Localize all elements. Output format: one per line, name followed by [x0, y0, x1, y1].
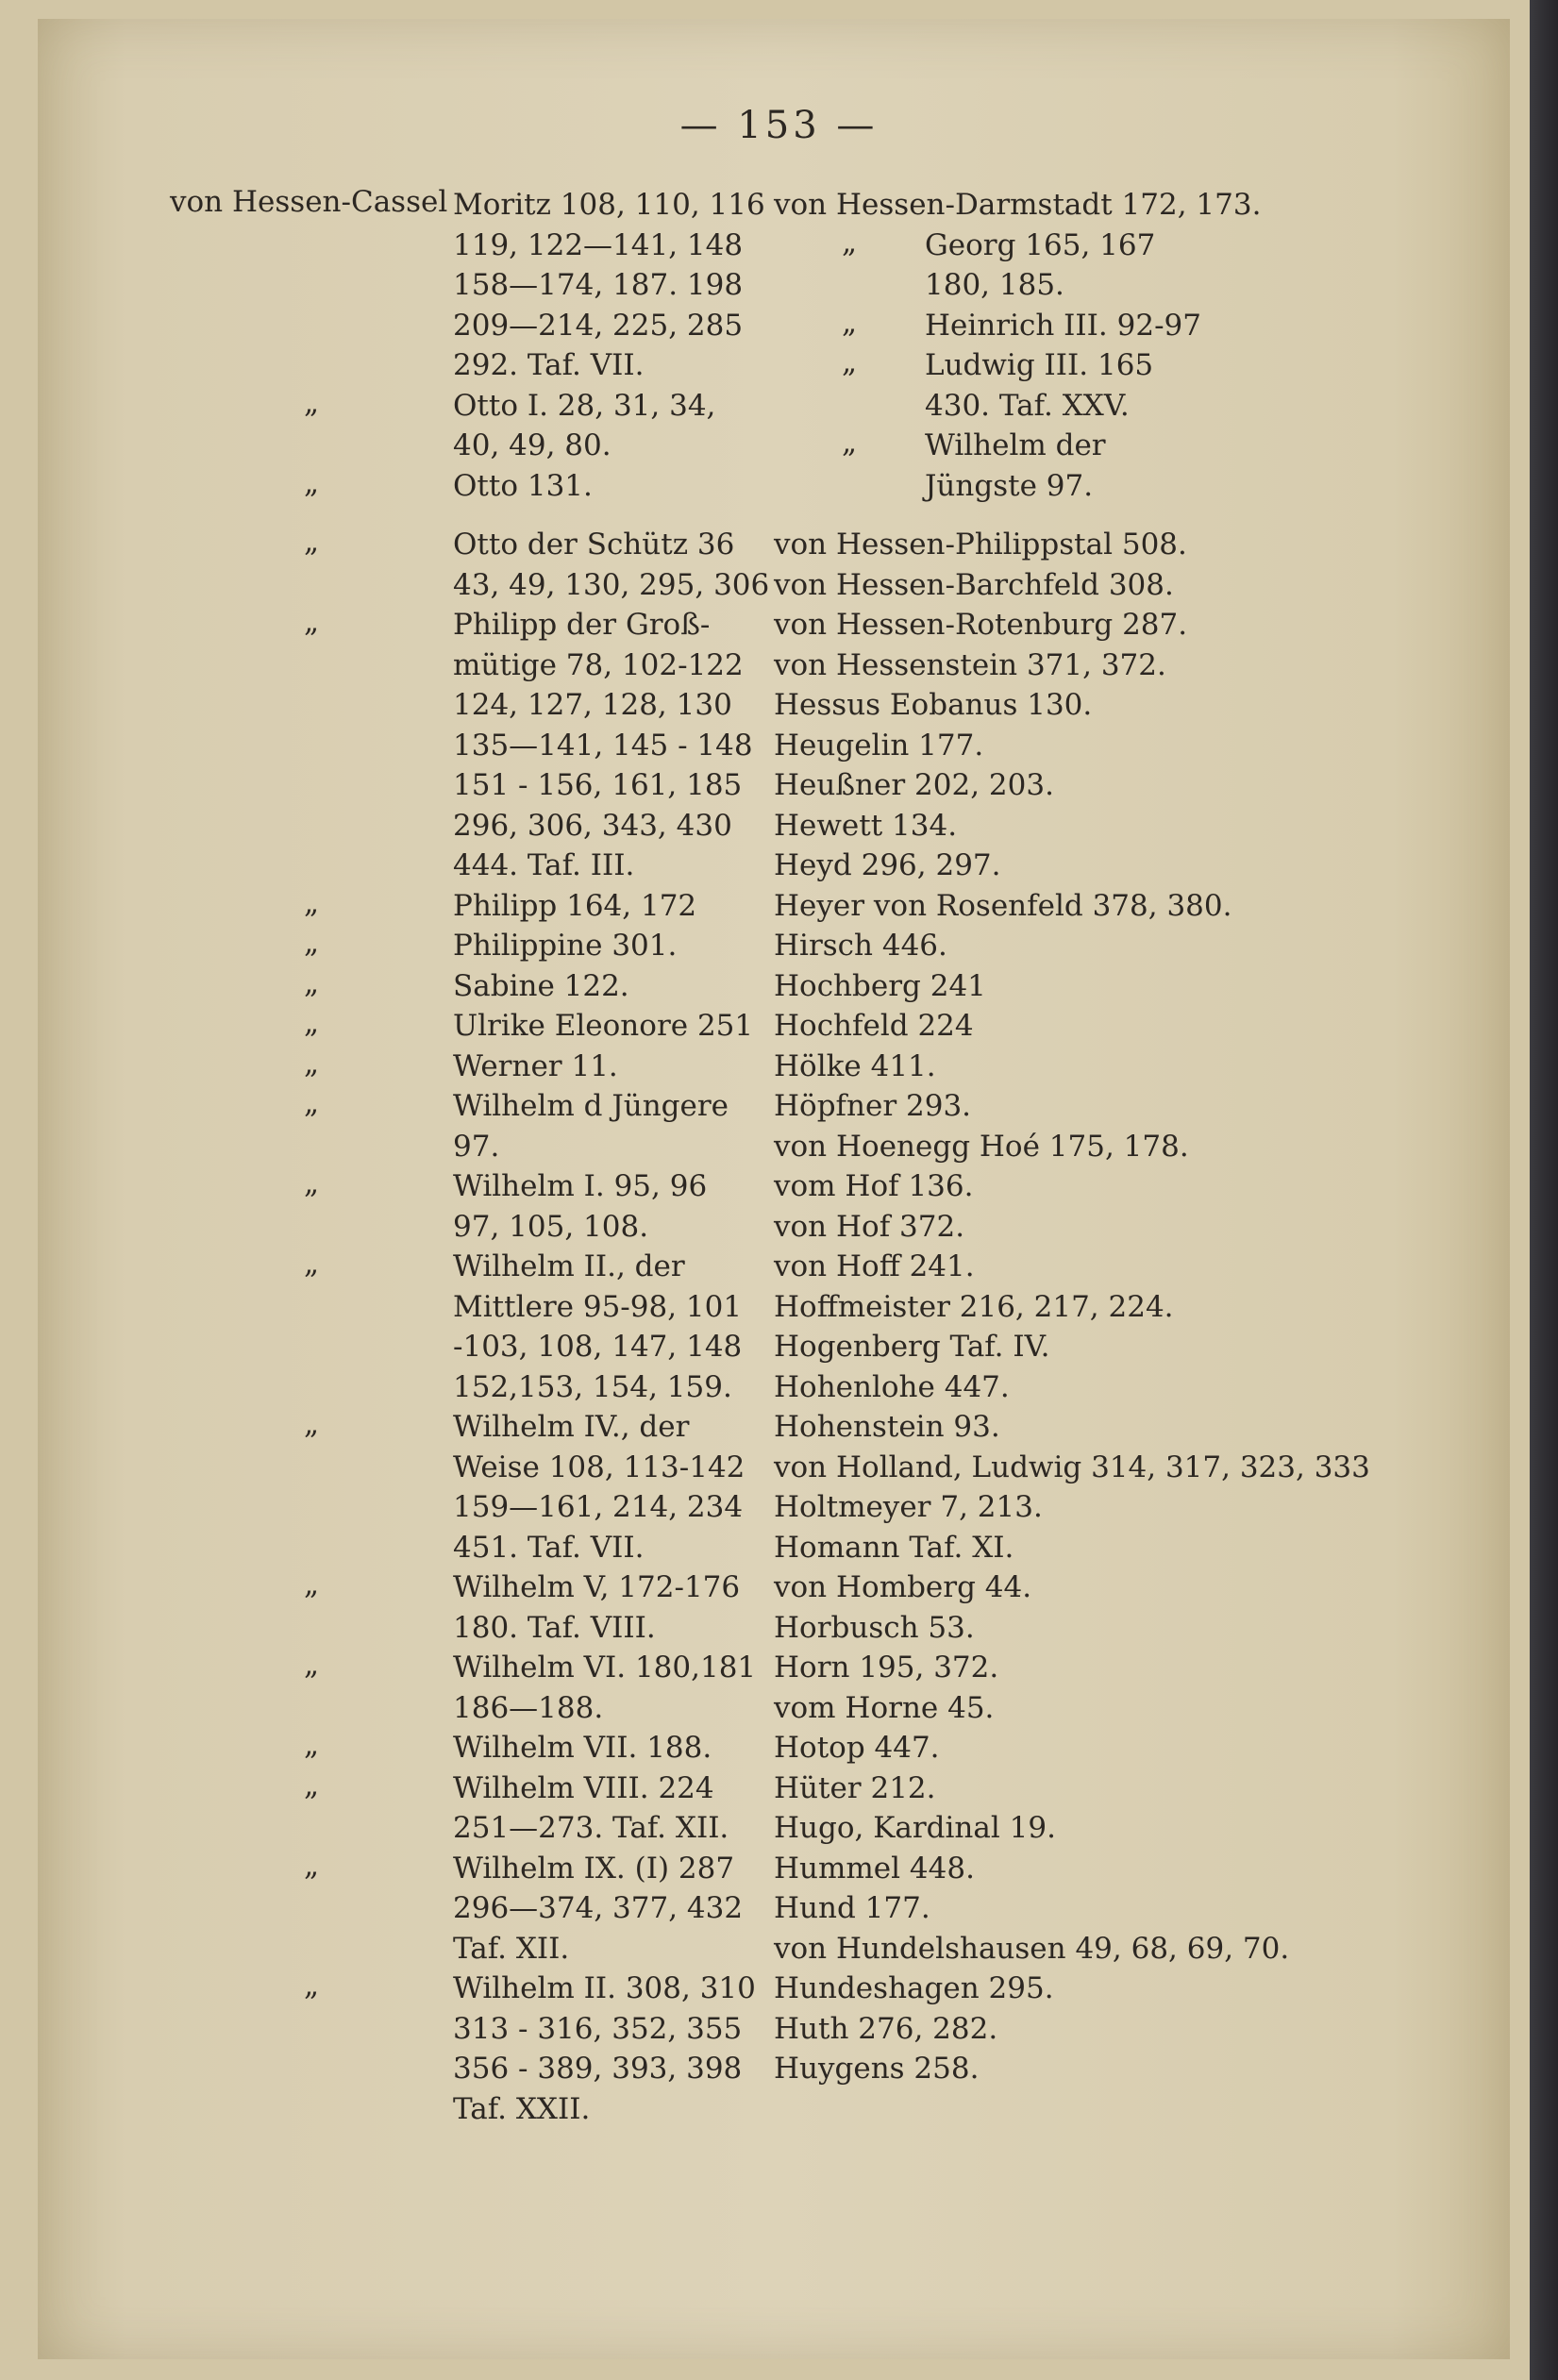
entry-line: 40, 49, 80. [453, 428, 611, 462]
entry-line: Wilhelm VIII. 224 [453, 1770, 714, 1805]
entry-text [453, 525, 769, 605]
index-entry [774, 1608, 1434, 1649]
entry-text [774, 1929, 1289, 1969]
entry-line: Hund 177. [774, 1891, 930, 1925]
entry-line: Jüngste 97. [925, 468, 1094, 503]
entry-line: von Hoenegg Hoé 175, 178. [774, 1129, 1189, 1164]
entry-text [774, 1768, 936, 1809]
index-entry [774, 1086, 1434, 1127]
index-entry [170, 185, 774, 386]
ditto-mark: „ [303, 1969, 320, 2003]
index-entry [774, 726, 1434, 766]
entry-line: Horbusch 53. [774, 1610, 975, 1645]
entry-text [774, 1567, 1031, 1608]
entry-line: Sabine 122. [453, 968, 629, 1003]
entry-line: Wilhelm I. 95, 96 [453, 1169, 708, 1203]
index-entry [170, 966, 774, 1007]
index-entry [170, 1166, 774, 1247]
entry-line: vom Hof 136. [774, 1169, 974, 1203]
entry-line: Wilhelm der [925, 428, 1106, 462]
index-entry [774, 1327, 1434, 1367]
entry-line: Wilhelm d Jüngere [453, 1089, 729, 1123]
entry-line: Hoffmeister 216, 217, 224. [774, 1289, 1174, 1324]
index-entry [170, 1648, 774, 1728]
entry-line: 180, 185. [925, 268, 1064, 302]
ditto-mark: „ [303, 965, 320, 1000]
index-entry [170, 1969, 774, 2129]
entry-line: von Hundelshausen 49, 68, 69, 70. [774, 1931, 1290, 1966]
entry-text [453, 1006, 753, 1047]
index-entry [170, 1567, 774, 1648]
entry-text [774, 1127, 1189, 1167]
entry-line: Philippine 301. [453, 929, 678, 963]
entry-line: Hohenlohe 447. [774, 1369, 1010, 1404]
entry-text [774, 1528, 1014, 1568]
ditto-mark: „ [303, 1848, 320, 1883]
entry-line: vom Horne 45. [774, 1690, 995, 1725]
entry-text [774, 605, 1187, 645]
entry-line: 356 - 389, 393, 398 [453, 2052, 743, 2086]
entry-line: Huygens 258. [774, 2052, 980, 2086]
entry-text [774, 1247, 975, 1287]
entry-line: 43, 49, 130, 295, 306 [453, 567, 770, 602]
entry-line: Homann Taf. XI. [774, 1530, 1014, 1565]
entry-line: Hugo, Kardinal 19. [774, 1811, 1056, 1845]
entry-text [774, 1047, 936, 1087]
entry-text [774, 1808, 1056, 1849]
ditto-mark: „ [303, 1086, 320, 1120]
entry-line: Hölke 411. [774, 1048, 936, 1083]
entry-line: Hundeshagen 295. [774, 1971, 1054, 2005]
entry-text [925, 426, 1106, 506]
index-entry [774, 1287, 1434, 1328]
ditto-mark: „ [303, 926, 320, 960]
entry-line: Hochfeld 224 [774, 1009, 974, 1043]
entry-text [453, 185, 765, 386]
entry-line: 135—141, 145 - 148 [453, 728, 753, 763]
entry-line: 251—273. Taf. XII. [453, 1811, 729, 1845]
section-gap [774, 506, 1434, 525]
index-entry [774, 645, 1434, 686]
entry-line: Otto der Schütz 36 [453, 528, 735, 561]
index-entry [774, 1888, 1434, 1929]
index-entry [774, 2049, 1434, 2089]
entry-text [453, 1407, 745, 1567]
index-entry [774, 1127, 1434, 1167]
entry-text [774, 1849, 975, 1889]
entry-line: 124, 127, 128, 130 [453, 688, 732, 722]
entry-text [774, 966, 986, 1007]
index-entry [774, 306, 1434, 346]
entry-text [774, 846, 1001, 886]
index-entry [774, 1006, 1434, 1047]
entry-text [453, 605, 753, 886]
entry-text [774, 645, 1166, 686]
entry-text [774, 1448, 1370, 1488]
entry-text [774, 1487, 1043, 1528]
index-entry [170, 386, 774, 466]
entry-text [453, 1047, 618, 1087]
entry-text [453, 1247, 742, 1407]
entry-line: von Homberg 44. [774, 1570, 1032, 1604]
left-index-column [170, 185, 774, 2129]
index-entry [774, 1487, 1434, 1528]
entry-text [925, 226, 1155, 306]
index-entry [170, 1407, 774, 1567]
entry-line: Wilhelm II., der [453, 1249, 685, 1283]
entry-line: -103, 108, 147, 148 [453, 1330, 743, 1364]
index-entry [170, 1728, 774, 1768]
index-entry [774, 806, 1434, 846]
entry-text [774, 765, 1054, 806]
index-entry [170, 1086, 774, 1166]
index-entry [774, 1407, 1434, 1448]
entry-text [774, 1728, 940, 1768]
entry-line: Wilhelm VII. 188. [453, 1731, 712, 1765]
index-entry [774, 426, 1434, 506]
entry-text [774, 1287, 1174, 1328]
entry-text [774, 1407, 1000, 1448]
entry-line: 159—161, 214, 234 [453, 1490, 744, 1524]
entry-line: Hewett 134. [774, 808, 958, 843]
entry-line: Hummel 448. [774, 1851, 975, 1886]
entry-text [453, 1648, 756, 1728]
ditto-mark: „ [303, 1648, 320, 1682]
entry-text [774, 2049, 979, 2089]
entry-text [453, 1086, 729, 1166]
entry-text [453, 1768, 729, 1849]
entry-line: 97. [453, 1129, 500, 1164]
entry-line: 209—214, 225, 285 [453, 308, 744, 343]
ditto-mark: „ [303, 1247, 320, 1281]
entry-line: von Hessen-Philippstal 508. [774, 528, 1187, 561]
entry-line: Moritz 108, 110, 116 [453, 188, 765, 222]
entry-line: Hirsch 446. [774, 929, 947, 963]
entry-text [774, 1207, 964, 1248]
entry-line: Heinrich III. 92-97 [925, 308, 1201, 343]
entry-text [774, 1608, 975, 1649]
index-entry [774, 525, 1434, 565]
entry-line: Hohenstein 93. [774, 1410, 1000, 1444]
entry-line: Horn 195, 372. [774, 1651, 999, 1684]
entry-line: von Hessenstein 371, 372. [774, 647, 1166, 682]
index-entry [170, 605, 774, 886]
entry-line: Wilhelm V, 172-176 [453, 1570, 741, 1604]
ditto-mark: „ [303, 1407, 320, 1441]
index-entry [774, 1849, 1434, 1889]
ditto-mark: „ [303, 1046, 320, 1081]
entry-line: Hüter 212. [774, 1770, 936, 1805]
entry-line: Ludwig III. 165 [925, 348, 1154, 382]
entry-line: Hogenberg Taf. IV. [774, 1330, 1050, 1364]
index-entry [170, 886, 774, 927]
entry-line: Werner 11. [453, 1048, 618, 1083]
entry-line: 152,153, 154, 159. [453, 1369, 732, 1404]
entry-line: Hotop 447. [774, 1731, 940, 1765]
entry-line: Heyer von Rosenfeld 378, 380. [774, 888, 1232, 923]
index-entry [774, 765, 1434, 806]
ditto-mark: „ [303, 1768, 320, 1802]
entry-line: Taf. XII. [453, 1931, 570, 1966]
entry-text [774, 685, 1092, 726]
page-number: — 153 — [679, 104, 879, 147]
ditto-mark: „ [303, 885, 320, 920]
entry-line: Otto I. 28, 31, 34, [453, 388, 716, 423]
index-entry [774, 1448, 1434, 1488]
index-entry [774, 1688, 1434, 1729]
entry-line: 296, 306, 343, 430 [453, 808, 732, 843]
index-entry [774, 1047, 1434, 1087]
entry-line: Wilhelm II. 308, 310 [453, 1971, 756, 2005]
index-entry [774, 1768, 1434, 1809]
entry-text [453, 886, 696, 927]
entry-line: Philipp der Groß- [453, 608, 711, 642]
index-entry [170, 525, 774, 605]
index-entry [774, 1528, 1434, 1568]
entry-line: 119, 122—141, 148 [453, 227, 744, 262]
entry-line: mütige 78, 102-122 [453, 647, 744, 682]
index-entry [774, 1728, 1434, 1768]
entry-line: Heugelin 177. [774, 728, 984, 763]
index-entry [170, 1849, 774, 1969]
entry-line: von Hof 372. [774, 1209, 965, 1244]
section-gap [170, 506, 774, 525]
index-entry [774, 185, 1434, 226]
entry-text [774, 726, 983, 766]
ditto-mark: „ [841, 345, 858, 379]
entry-line: 451. Taf. VII. [453, 1530, 645, 1565]
index-entry [170, 926, 774, 966]
index-entry [774, 345, 1434, 426]
index-entry [774, 605, 1434, 645]
entry-line: von Hessen-Darmstadt 172, 173. [774, 188, 1262, 222]
entry-line: Wilhelm IV., der [453, 1410, 690, 1444]
entry-text [774, 806, 957, 846]
ditto-mark: „ [303, 1166, 320, 1200]
entry-text [925, 306, 1201, 346]
ditto-mark: „ [303, 605, 320, 639]
ditto-mark: „ [303, 465, 320, 500]
entry-text [774, 1327, 1049, 1367]
ditto-mark: „ [841, 426, 858, 460]
index-entry [774, 886, 1434, 927]
ditto-mark: „ [303, 1006, 320, 1040]
entry-line: Höpfner 293. [774, 1089, 972, 1123]
index-entry [774, 1648, 1434, 1688]
entry-text [774, 1648, 998, 1688]
entry-line: 313 - 316, 352, 355 [453, 2011, 743, 2046]
entry-line: 186—188. [453, 1690, 604, 1725]
index-entry [774, 846, 1434, 886]
entry-line: Taf. XXII. [453, 2091, 591, 2126]
index-entry [774, 966, 1434, 1007]
entry-text [453, 1969, 756, 2129]
entry-text [774, 2009, 997, 2050]
entry-line: 296—374, 377, 432 [453, 1891, 744, 1925]
entry-line: von Hoff 241. [774, 1249, 975, 1283]
index-entry [170, 1768, 774, 1849]
entry-line: Heyd 296, 297. [774, 848, 1001, 882]
entry-text [453, 1728, 712, 1768]
entry-line: Mittlere 95-98, 101 [453, 1289, 743, 1324]
index-entry [774, 1929, 1434, 1969]
entry-prefix: von Hessen-Cassel [170, 185, 448, 219]
entry-line: Ulrike Eleonore 251 [453, 1009, 754, 1043]
index-entry [774, 1567, 1434, 1608]
index-entry [774, 1808, 1434, 1849]
entry-line: Hessus Eobanus 130. [774, 688, 1093, 722]
entry-line: 292. Taf. VII. [453, 348, 645, 382]
book-spine [1530, 0, 1558, 2380]
index-entry [170, 1047, 774, 1087]
entry-text [453, 926, 677, 966]
entry-text [453, 1849, 743, 1969]
entry-text [925, 345, 1153, 426]
ditto-mark: „ [303, 1567, 320, 1601]
entry-text [774, 926, 947, 966]
entry-line: 444. Taf. III. [453, 848, 635, 882]
entry-line: Otto 131. [453, 468, 593, 503]
index-entry [774, 1367, 1434, 1408]
entry-text [774, 565, 1174, 606]
entry-text [774, 1367, 1010, 1408]
index-entry [774, 685, 1434, 726]
ditto-mark: „ [303, 1728, 320, 1762]
entry-line: 97, 105, 108. [453, 1209, 649, 1244]
entry-text [774, 1086, 971, 1127]
ditto-mark: „ [841, 225, 858, 260]
entry-text [453, 1166, 707, 1247]
entry-line: von Holland, Ludwig 314, 317, 323, 333 [774, 1450, 1370, 1484]
index-entry [774, 226, 1434, 306]
entry-line: Holtmeyer 7, 213. [774, 1490, 1043, 1524]
index-entry [170, 466, 774, 507]
entry-text [774, 185, 1261, 226]
index-entry [774, 1166, 1434, 1207]
entry-text [774, 1166, 973, 1207]
entry-line: von Hessen-Barchfeld 308. [774, 567, 1174, 602]
entry-line: Hochberg 241 [774, 968, 986, 1003]
entry-line: 180. Taf. VIII. [453, 1610, 656, 1645]
entry-text [774, 1688, 994, 1729]
right-index-column [774, 185, 1434, 2089]
entry-line: 158—174, 187. 198 [453, 268, 744, 302]
index-entry [774, 565, 1434, 606]
entry-line: Weise 108, 113-142 [453, 1450, 745, 1484]
entry-line: Georg 165, 167 [925, 227, 1156, 262]
ditto-mark: „ [303, 385, 320, 420]
entry-line: 151 - 156, 161, 185 [453, 768, 743, 802]
ditto-mark: „ [841, 305, 858, 340]
entry-text [774, 1969, 1054, 2009]
entry-text [453, 1567, 740, 1648]
index-entry [774, 2009, 1434, 2050]
entry-line: von Hessen-Rotenburg 287. [774, 608, 1188, 642]
index-entry [774, 1247, 1434, 1287]
entry-text [774, 886, 1231, 927]
entry-text [453, 386, 715, 466]
index-entry [170, 1247, 774, 1407]
ditto-mark: „ [303, 525, 320, 559]
entry-line: Wilhelm IX. (I) 287 [453, 1851, 735, 1886]
entry-line: Wilhelm VI. 180,181 [453, 1651, 757, 1684]
entry-line: Huth 276, 282. [774, 2011, 998, 2046]
index-entry [774, 1207, 1434, 1248]
entry-text [453, 966, 629, 1007]
entry-text [774, 1006, 974, 1047]
entry-line: Heußner 202, 203. [774, 768, 1054, 802]
entry-text [453, 466, 593, 507]
index-entry [774, 1969, 1434, 2009]
entry-line: 430. Taf. XXV. [925, 388, 1130, 423]
entry-line: Philipp 164, 172 [453, 888, 697, 923]
entry-text [774, 1888, 930, 1929]
index-entry [170, 1006, 774, 1047]
index-entry [774, 926, 1434, 966]
entry-text [774, 525, 1187, 565]
